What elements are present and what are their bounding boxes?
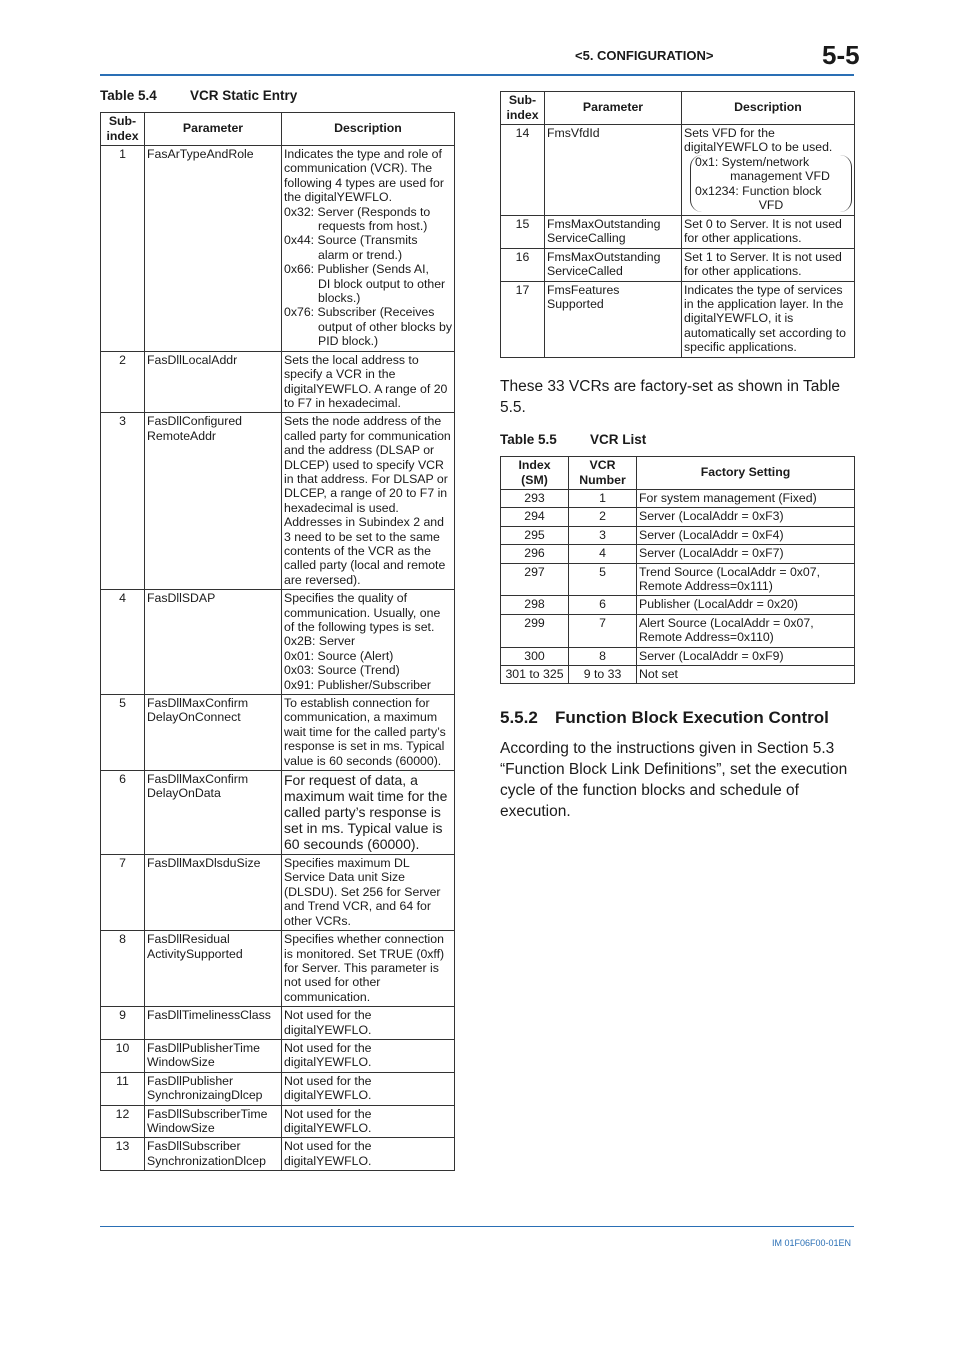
table-5-5-number: Table 5.5 [500,432,557,447]
row-subindex: 17 [501,281,545,357]
row-vcr-number: 7 [569,614,637,647]
col-header-vcr-number [569,457,637,490]
row-factory-setting: Server (LocalAddr = 0xF9) [637,647,855,665]
col-header-parameter: Parameter [545,92,682,125]
vfd-option-line: management VFD [730,169,830,184]
table-row [501,526,855,544]
row-parameter: FasDllPublisher SynchronizaingDlcep [145,1072,282,1105]
row-index: 294 [501,508,569,526]
table-row [501,508,855,526]
row-subindex: 7 [101,855,145,931]
table-row [501,248,855,281]
row-factory-setting: Not set [637,666,855,684]
col-header-subindex-text: Sub- index [106,114,139,143]
row-index: 297 [501,563,569,596]
row-vcr-number: 6 [569,596,637,614]
col-header-description: Description [682,92,855,125]
row-description: Indicates the type of services in the application layer. In the digitalYEWFLO, it is automatically set according to specific applications. [682,281,855,357]
table-5-4-number: Table 5.4 [100,88,157,103]
row-parameter: FasDllMaxDlsduSize [145,855,282,931]
col-header-description: Description [282,113,455,146]
row-vcr-number: 8 [569,647,637,665]
role-type-line: 0x32: Server (Responds to [284,204,431,219]
table-row [101,1039,455,1072]
row-description-line: 0x91: Publisher/Subscriber [284,677,431,692]
row-subindex: 12 [101,1105,145,1138]
vfd-bracket-note [690,155,852,213]
row-subindex: 10 [101,1039,145,1072]
document-id: IM 01F06F00-01EN [772,1238,852,1248]
table-row [501,563,855,596]
table-row [101,695,455,771]
row-description [682,125,855,216]
row-index: 295 [501,526,569,544]
row-description [282,146,455,352]
col-header-vcr-number-text: VCR Number [579,458,626,487]
row-description [282,1105,455,1138]
row-parameter: FasArTypeAndRole [145,146,282,352]
row-subindex: 8 [101,931,145,1007]
row-subindex: 2 [101,351,145,413]
row-description-line: To establish connection for communication, a maximum wait time for the called party’s response is set in ms. Typical value is 60 seconds (60000). [284,696,446,768]
row-vcr-number: 5 [569,563,637,596]
row-description-line: Specifies maximum DL Service Data unit Size (DLSDU). Set 256 for Server and Trend VCR, and 64 for other VCRs. [284,856,441,928]
role-type-line: 0x76: Subscriber (Receives [284,305,435,320]
col-header-parameter: Parameter [145,113,282,146]
row-description-text: Sets VFD for the digitalYEWFLO to be used. [684,126,833,155]
row-parameter: FasDllResidual ActivitySupported [145,931,282,1007]
page-number: 5-5 [822,40,860,70]
footer-rule [100,1226,854,1227]
role-type-line: alarm or trend.) [318,247,403,262]
row-description [282,413,455,590]
col-header-subindex [501,92,545,125]
row-index: 296 [501,545,569,563]
row-vcr-number: 1 [569,490,637,508]
row-description [282,1138,455,1171]
table-row [101,931,455,1007]
table-row [101,1138,455,1171]
row-description [282,590,455,695]
col-header-factory-setting: Factory Setting [637,457,855,490]
row-description-line: Specifies whether connection is monitored. Set TRUE (0xff) for Server. This parameter is not used for other communication. [284,932,445,1004]
row-factory-setting: Trend Source (LocalAddr = 0x07, Remote Address=0x111) [637,563,855,596]
row-parameter: FasDllConfigured RemoteAddr [145,413,282,590]
row-description-line: For request of data, a maximum wait time for the called party’s response is set in ms. Typical value is 60 secounds (60000). [284,772,448,853]
table-row [501,666,855,684]
row-subindex: 13 [101,1138,145,1171]
row-factory-setting: Publisher (LocalAddr = 0x20) [637,596,855,614]
row-parameter: FasDllPublisherTime WindowSize [145,1039,282,1072]
role-type-line: PID block.) [318,334,379,349]
row-description [282,351,455,413]
vfd-option-line: 0x1: System/network [695,154,810,169]
col-header-index-text: Index (SM) [518,458,551,487]
row-description-line: Not used for the digitalYEWFLO. [284,1106,372,1135]
row-description-line: 0x01: Source (Alert) [284,648,394,663]
row-parameter: FmsMaxOutstanding ServiceCalling [545,216,682,249]
row-parameter: FasDllSubscriberTime WindowSize [145,1105,282,1138]
row-description [282,695,455,771]
row-description-line: Sets the local address to specify a VCR in the digitalYEWFLO. A range of 20 to F7 in hexadecimal. [284,352,448,410]
vcr-static-entry-table [100,112,455,1171]
row-description-line: Not used for the digitalYEWFLO. [284,1139,372,1168]
vcr-static-entry-rows [101,146,455,1171]
table-row [101,590,455,695]
row-subindex: 4 [101,590,145,695]
running-header-section: <5. CONFIGURATION> [575,48,714,63]
vfd-option-line: 0x1234: Function block [695,183,822,198]
role-type-line: DI block output to other [318,276,446,291]
row-parameter: FasDllSDAP [145,590,282,695]
row-index: 301 to 325 [501,666,569,684]
vcr-list-table [500,456,855,684]
row-description: Set 0 to Server. It is not used for other applications. [682,216,855,249]
vfd-option-line: VFD [758,198,784,213]
vcr-static-entry-table-continued [500,91,855,358]
section-heading [500,708,829,728]
row-index: 293 [501,490,569,508]
row-description-line: Not used for the digitalYEWFLO. [284,1040,372,1070]
row-subindex: 9 [101,1007,145,1040]
table-row [101,146,455,352]
col-header-subindex [101,113,145,146]
row-subindex: 15 [501,216,545,249]
table-row [501,281,855,357]
row-factory-setting: For system management (Fixed) [637,490,855,508]
table-5-4-caption [100,88,297,103]
table-row [101,1105,455,1138]
row-description: Set 1 to Server. It is not used for other applications. [682,248,855,281]
row-index: 299 [501,614,569,647]
row-vcr-number: 4 [569,545,637,563]
table-5-5-title: VCR List [590,432,647,447]
section-title: Function Block Execution Control [555,708,829,727]
section-number: 5.5.2 [500,708,538,727]
row-index: 298 [501,596,569,614]
role-type-line: 0x44: Source (Transmits [284,233,418,248]
role-type-line: blocks.) [318,291,361,306]
section-body: According to the instructions given in Section 5.3 “Function Block Link Definitions”, set the execution cycle of the function blocks and schedule of execution. [500,740,848,820]
role-type-line: 0x66: Publisher (Sends AI, [284,262,429,277]
row-parameter: FasDllLocalAddr [145,351,282,413]
row-parameter: FasDllMaxConfirm DelayOnConnect [145,695,282,771]
row-description-line: Indicates the type and role of communication (VCR). The following 4 types are used for the digitalYEWFLO. [284,147,444,205]
vcr-list-rows [501,490,855,684]
role-type-line: requests from host.) [318,219,428,234]
row-subindex: 5 [101,695,145,771]
row-parameter: FmsMaxOutstanding ServiceCalled [545,248,682,281]
row-parameter: FasDllMaxConfirm DelayOnData [145,771,282,855]
row-description [282,771,455,855]
row-description [282,855,455,931]
row-subindex: 1 [101,146,145,352]
table-5-4-title: VCR Static Entry [190,88,298,103]
row-vcr-number: 9 to 33 [569,666,637,684]
table-row [101,771,455,855]
row-description [282,1007,455,1040]
row-factory-setting: Alert Source (LocalAddr = 0x07, Remote Address=0x110) [637,614,855,647]
row-subindex: 3 [101,413,145,590]
row-description-line: Not used for the digitalYEWFLO. [284,1008,372,1037]
row-description [282,1039,455,1072]
table-row [501,216,855,249]
row-description [282,1072,455,1105]
row-description-line: Sets the node address of the called party for communication and the address (DLSAP or DLCEP) used to specify VCR in that address. For DLSAP or DLCEP, a range of 20 to F7 in hexadecimal is used. Addresses in Subindex 2 and 3 need to be set to the same contents of the VCR as the called party (local and remote are reversed). [284,414,451,587]
row-subindex: 16 [501,248,545,281]
row-index: 300 [501,647,569,665]
row-description-line: Not used for the digitalYEWFLO. [284,1073,372,1103]
row-factory-setting: Server (LocalAddr = 0xF4) [637,526,855,544]
row-parameter: FmsVfdId [545,125,682,216]
row-description [282,931,455,1007]
row-parameter: FasDllSubscriber SynchronizationDlcep [145,1138,282,1171]
row-subindex: 11 [101,1072,145,1105]
table-row [501,125,855,216]
table-row [501,596,855,614]
row-vcr-number: 2 [569,508,637,526]
col-header-index [501,457,569,490]
table-row [101,413,455,590]
intro-paragraph: These 33 VCRs are factory-set as shown in Table 5.5. [500,378,841,416]
row-description-line: 0x2B: Server [284,634,356,649]
row-subindex: 6 [101,771,145,855]
table-row [101,1072,455,1105]
row-factory-setting: Server (LocalAddr = 0xF3) [637,508,855,526]
row-description-line: Specifies the quality of communication. Usually, one of the following types is set. [284,591,441,634]
table-row [501,614,855,647]
row-vcr-number: 3 [569,526,637,544]
col-header-subindex-text: Sub- index [506,93,539,122]
row-factory-setting: Server (LocalAddr = 0xF7) [637,545,855,563]
table-row [501,545,855,563]
table-row [101,351,455,413]
table-row [101,855,455,931]
header-rule [100,74,854,76]
table-row [501,490,855,508]
row-parameter: FmsFeatures Supported [545,281,682,357]
row-subindex: 14 [501,125,545,216]
role-type-line: output of other blocks by [318,319,452,334]
table-5-5-caption [500,432,646,447]
table-row [101,1007,455,1040]
vcr-static-entry-rows-continued [501,216,855,358]
row-description-line: 0x03: Source (Trend) [284,663,400,678]
row-parameter: FasDllTimelinessClass [145,1007,282,1040]
table-row [501,647,855,665]
